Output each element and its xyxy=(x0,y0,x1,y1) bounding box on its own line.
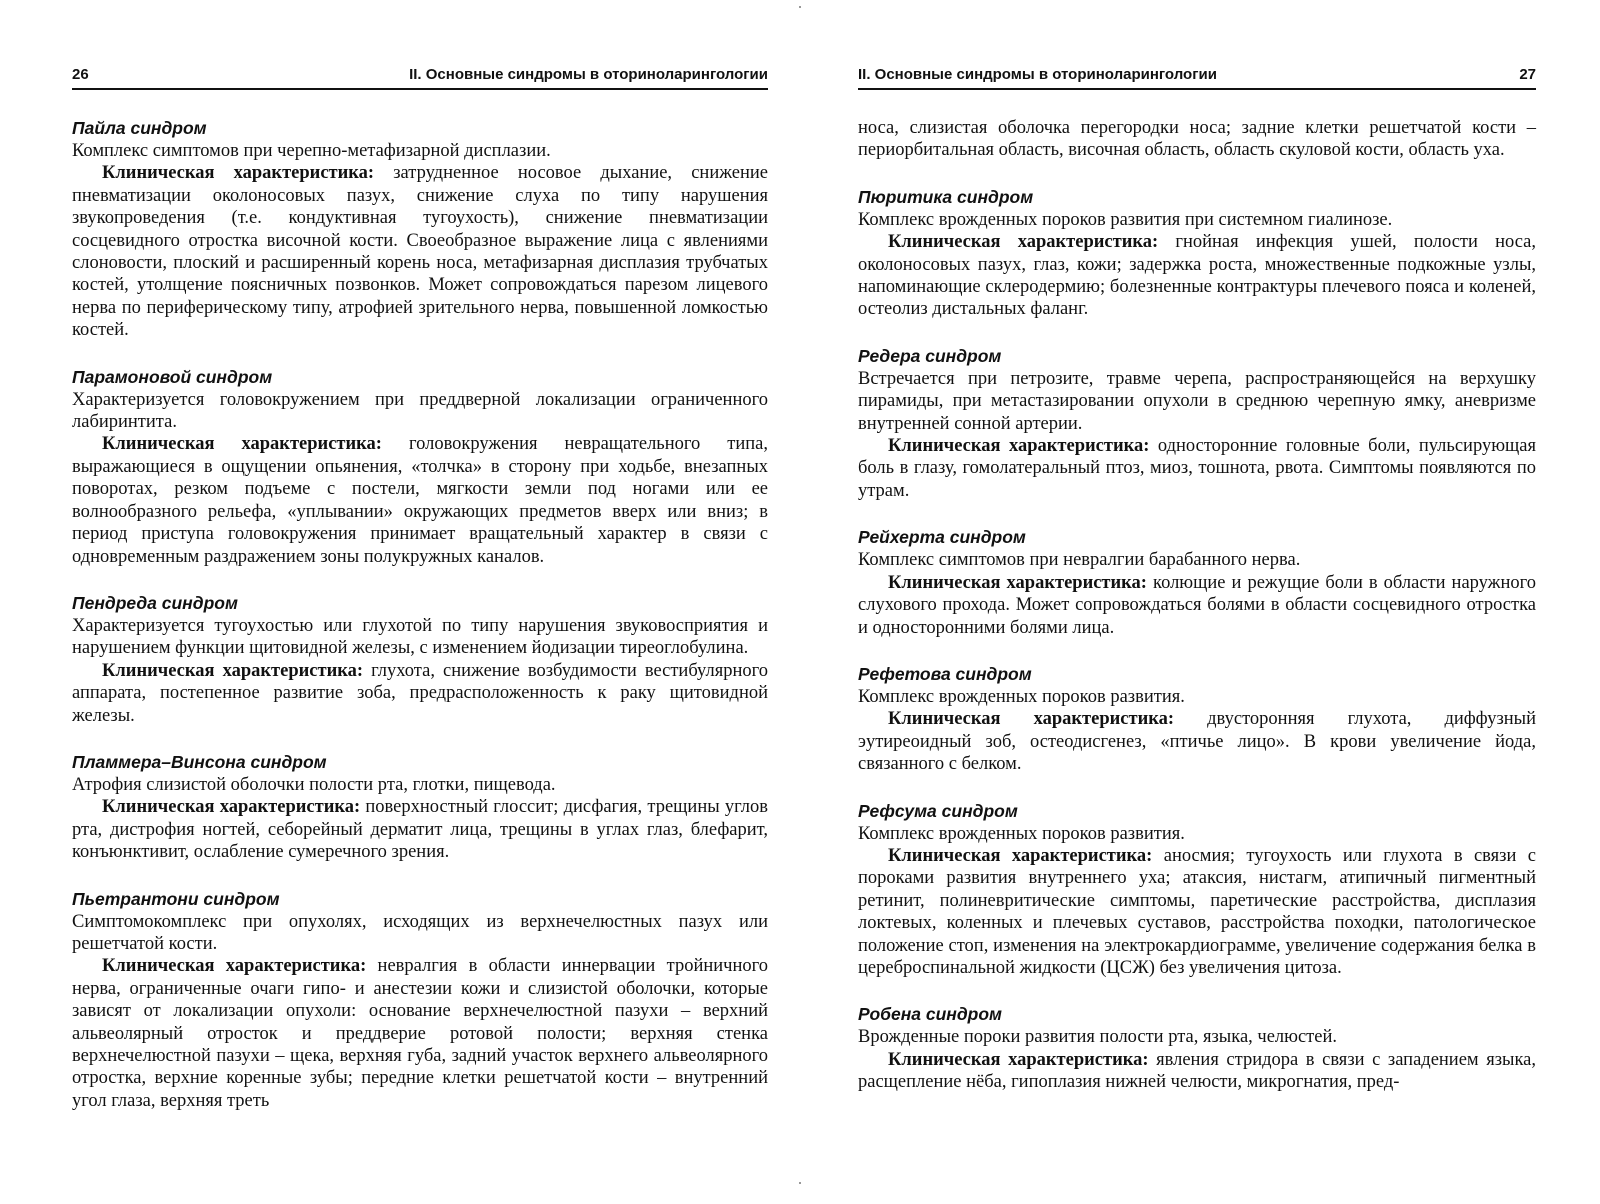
clinical-text: аносмия; тугоухость или глухота в связи с пороками развития внутреннего уха; атаксия, нистагм, атипичный пигментный ретинит, полиневритические симптомы, паретические расстройства, дисплазия локтевых, коленных и плечевых суставов, расстройства походки, патологическое положение стоп, изменения на электрокардиограмме, увеличение содержания белка в цереброспинальной жидкости (ЦСЖ) без увеличения цитоза. xyxy=(858,845,1536,978)
syndrome-entry xyxy=(858,344,1536,502)
syndrome-intro: Атрофия слизистой оболочки полости рта, глотки, пищевода. xyxy=(72,774,556,795)
clinical-characteristics xyxy=(72,433,768,567)
clinical-text: затрудненное носовое дыхание, снижение пневматизации околоносовых пазух, снижение слуха по типу нарушения звукопроведения (т.е. кондуктивная тугоухость), снижение пневматизации сосцевидного отростка височной кости. Своеобразное выражение лица с явлениями слоновости, плоский и расширенный корень носа, метафизарная дисплазия трубчатых костей, утолщение поясничных позвонков. Может сопровождаться парезом лицевого нерва по периферическому типу, атрофией зрительного нерва, повышенной ломкостью костей. xyxy=(72,163,768,341)
clinical-label: Клиническая характеристика: xyxy=(888,232,1159,253)
clinical-label: Клиническая характеристика: xyxy=(888,436,1150,457)
syndrome-intro: Комплекс врожденных пороков развития при системном гиалинозе. xyxy=(858,209,1393,230)
clinical-text: глухота, снижение возбудимости вестибулярного аппарата, постепенное развитие зоба, предрасположенность к раку щитовидной железы. xyxy=(72,660,768,726)
syndrome-entry xyxy=(858,525,1536,639)
syndrome-intro: Комплекс врожденных пороков развития. xyxy=(858,686,1185,707)
running-title-left: II. Основные синдромы в оториноларингологии xyxy=(409,66,768,83)
clinical-characteristics xyxy=(858,435,1536,502)
clinical-label: Клиническая характеристика: xyxy=(102,797,361,818)
syndrome-heading: Рефетова синдром xyxy=(858,663,1032,684)
clinical-characteristics xyxy=(72,796,768,863)
syndrome-heading: Парамоновой синдром xyxy=(72,366,273,387)
syndrome-entry xyxy=(72,591,768,727)
gutter-speck xyxy=(799,1182,801,1184)
syndrome-entry xyxy=(858,185,1536,321)
clinical-text: односторонние головные боли, пульсирующая боль в глазу, гомолатеральный птоз, миоз, тошнота, рвота. Симптомы появляются по утрам. xyxy=(858,436,1536,501)
clinical-text: колющие и режущие боли в области наружного слухового прохода. Может сопровождаться болями в области сосцевидного отростка и односторонними болями лица. xyxy=(858,572,1536,638)
syndrome-entry xyxy=(858,662,1536,776)
syndrome-heading: Робена синдром xyxy=(858,1004,1002,1025)
continued-text: носа, слизистая оболочка перегородки носа; задние клетки решетчатой кости – периорбитальная область, височная область, область скуловой кости, область уха. xyxy=(858,118,1536,161)
gutter-speck xyxy=(799,6,801,8)
syndrome-entry xyxy=(858,1002,1536,1093)
syndrome-entry xyxy=(72,116,768,342)
syndrome-heading: Пендреда синдром xyxy=(72,592,238,613)
syndrome-intro: Комплекс симптомов при невралгии барабанного нерва. xyxy=(858,550,1301,571)
clinical-characteristics xyxy=(72,162,768,341)
clinical-text: двусторонняя глухота, диффузный эутиреоидный зоб, остеодисгенез, «птичье лицо». В крови увеличение йода, связанного с белком. xyxy=(858,709,1536,775)
left-page xyxy=(72,0,768,1204)
right-content xyxy=(858,117,1536,1117)
syndrome-heading: Редера синдром xyxy=(858,345,1002,366)
running-head-left xyxy=(72,64,768,90)
running-head-right xyxy=(858,64,1536,90)
clinical-characteristics xyxy=(858,708,1536,775)
syndrome-entry xyxy=(72,887,768,1113)
clinical-characteristics xyxy=(858,845,1536,979)
right-page xyxy=(858,0,1536,1204)
clinical-text: гнойная инфекция ушей, полости носа, околоносовых пазух, глаз, кожи; задержка роста, множественные подкожные узлы, напоминающие склеродермию; болезненные контрактуры плечевого пояса и коленей, остеолиз дистальных фаланг. xyxy=(858,232,1536,320)
page-number-left: 26 xyxy=(72,66,89,83)
syndrome-entry xyxy=(72,365,768,568)
clinical-text: явления стридора в связи с западением языка, расщепление нёба, гипоплазия нижней челюсти, микрогнатия, пред- xyxy=(858,1049,1536,1093)
clinical-characteristics xyxy=(858,231,1536,321)
clinical-characteristics xyxy=(858,572,1536,639)
clinical-characteristics xyxy=(72,660,768,727)
clinical-label: Клиническая характеристика: xyxy=(888,845,1153,866)
running-title-right: II. Основные синдромы в оториноларингологии xyxy=(858,66,1217,83)
page-number-right: 27 xyxy=(1519,66,1536,83)
syndrome-entry xyxy=(72,750,768,864)
syndrome-intro: Врожденные пороки развития полости рта, языка, челюстей. xyxy=(858,1027,1338,1048)
syndrome-entry xyxy=(858,799,1536,980)
syndrome-intro: Характеризуется тугоухостью или глухотой по типу нарушения звуковосприятия и нарушением функции щитовидной железы, с изменением йодизации тиреоглобулина. xyxy=(72,615,768,659)
clinical-label: Клиническая характеристика: xyxy=(102,956,367,977)
syndrome-intro: Комплекс симптомов при черепно-метафизарной дисплазии. xyxy=(72,141,551,161)
left-content xyxy=(72,116,768,1135)
syndrome-heading: Пюритика синдром xyxy=(858,186,1034,207)
clinical-label: Клиническая характеристика: xyxy=(888,572,1147,593)
syndrome-heading: Пьетрантони синдром xyxy=(72,888,280,909)
clinical-label: Клиническая характеристика: xyxy=(888,709,1175,730)
syndrome-heading: Пайла синдром xyxy=(72,118,207,138)
syndrome-intro: Встречается при петрозите, травме черепа, распространяющейся на верхушку пирамиды, при метастазировании опухоли в среднюю черепную ямку, аневризме внутренней сонной артерии. xyxy=(858,368,1536,434)
clinical-label: Клиническая характеристика: xyxy=(102,660,364,681)
syndrome-heading: Пламмера–Винсона синдром xyxy=(72,751,327,772)
clinical-label: Клиническая характеристика: xyxy=(888,1049,1149,1070)
syndrome-intro: Симптомокомплекс при опухолях, исходящих из верхнечелюстных пазух или решетчатой кости. xyxy=(72,911,768,954)
clinical-text: невралгия в области иннервации тройничного нерва, ограниченные очаги гипо- и анестезии кожи и слизистой оболочки, которые зависят от локализации опухоли: основание верхнечелюстной пазухи – верхний альвеолярный отросток и преддверие ротовой полости; верхняя стенка верхнечелюстной пазухи – щека, верхняя губа, задний участок верхнего альвеолярного отростка, верхние коренные зубы; передние клетки решетчатой кости – внутренний угол глаза, верхняя треть xyxy=(72,956,768,1111)
continuation-block xyxy=(858,117,1536,162)
syndrome-heading: Рейхерта синдром xyxy=(858,527,1026,548)
clinical-characteristics xyxy=(72,955,768,1112)
clinical-label: Клиническая характеристика: xyxy=(102,163,375,184)
syndrome-intro: Комплекс врожденных пороков развития. xyxy=(858,823,1185,844)
clinical-characteristics xyxy=(858,1049,1536,1094)
syndrome-heading: Рефсума синдром xyxy=(858,800,1018,821)
syndrome-intro: Характеризуется головокружением при преддверной локализации ограниченного лабиринтита. xyxy=(72,389,768,433)
clinical-text: головокружения невращательного типа, выражающиеся в ощущении опьянения, «толчка» в сторону при ходьбе, внезапных поворотах, резком подъеме с постели, мягкости земли под ногами или ее волнообразного рельефа, «уплывании» окружающих предметов вверх или вниз; в период приступа головокружения принимает вращательный характер в связи с одновременным раздражением зоны полукружных каналов. xyxy=(72,434,768,567)
clinical-label: Клиническая характеристика: xyxy=(102,434,382,455)
book-gutter xyxy=(799,0,800,1204)
clinical-text: поверхностный глоссит; дисфагия, трещины углов рта, дистрофия ногтей, себорейный дерматит лица, трещины в углах глаз, блефарит, конъюнктивит, ослабление сумеречного зрения. xyxy=(72,797,768,863)
